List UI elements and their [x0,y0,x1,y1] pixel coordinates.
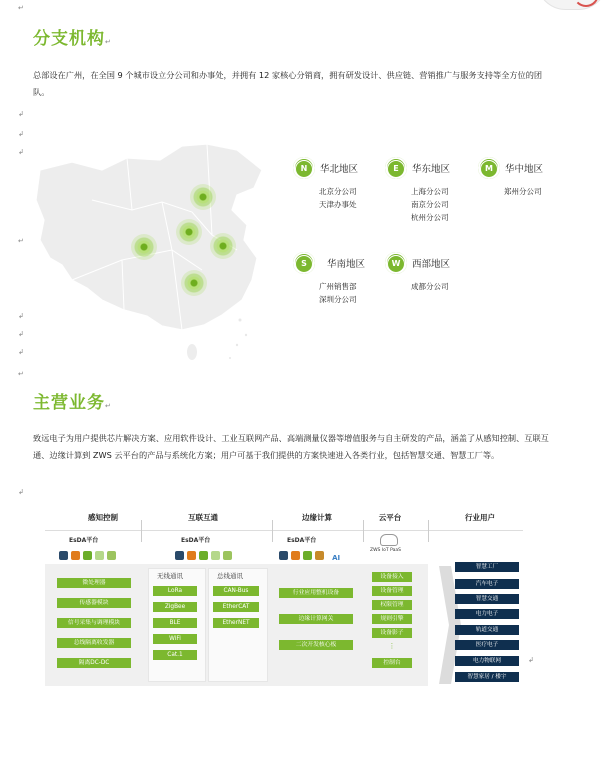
platform-label: ZWS IoT PaaS [370,548,401,553]
region-south-icon: S [293,252,315,274]
paragraph-mark: ↲ [18,110,24,118]
divider [272,520,273,542]
product-box: CAN-Bus [213,586,259,596]
map-marker-north [190,184,216,210]
business-paragraph: 致远电子为用户提供芯片解决方案、应用软件设计、工业互联网产品、高端测量仪器等增值服务与自主研发的产品，涵盖了从感知控制、互联互通、边缘计算到 ZWS 云平台的产品与系统化方案；用户可基于我们提供的方案快速进入各类行业，包括智慧交通、智慧工厂等。 [33,433,549,460]
industry-box: 汽车电子 [455,579,519,589]
branches-paragraph: 总部设在广州，在全国 9 个城市设立分公司和办事处，并拥有 12 家核心分销商，拥有研发设计、供应链、营销推广与服务支持等全方位的团队。 [33,70,543,97]
platform-logos [279,545,341,562]
industry-box: 医疗电子 [455,640,519,650]
product-box: 隔离DC-DC [57,658,131,668]
map-marker-east-coast [210,233,236,259]
paragraph-mark: ↲ [18,312,24,320]
paragraph-mark: ↲ [18,130,24,138]
column-header: 云平台 [378,513,402,522]
product-box: EtherNET [213,618,259,628]
divider [363,520,364,542]
industry-box: 电力电子 [455,609,519,619]
region-west-icon: W [385,252,407,274]
region-north-icon: N [293,157,315,179]
group-title: 无线通讯 [157,572,183,580]
product-box: 设备影子 [372,628,412,638]
industry-box: 智慧工厂 [455,562,519,572]
office-item: 北京分公司 [319,187,357,196]
paragraph-mark: ↵ [18,370,24,378]
platform-logos [175,545,235,557]
product-box: BLE [153,618,197,628]
ai-label: AI [332,554,341,562]
paragraph-mark: ↲ [18,330,24,338]
corner-decoration [536,0,602,10]
group-title: 总线通讯 [217,572,243,580]
product-box: 设备管理 [372,586,412,596]
section-title-branches: 分支机构↵ [33,29,112,49]
industry-box: 轨道交通 [455,625,519,635]
product-box: 二次开发核心板 [279,640,353,650]
region-east-icon: E [385,157,407,179]
product-box: 控制台 [372,658,412,668]
office-item: 成都分公司 [411,282,449,291]
cloud-icon [380,534,398,546]
paragraph-mark: ↲ [528,656,534,664]
platform-label: EsDA平台 [181,537,211,544]
product-box: 微处理器 [57,578,131,588]
paragraph-mark: ↲ [18,148,24,156]
industry-box: 智慧家居 / 楼宇 [455,672,519,682]
product-box: 规则引擎 [372,614,412,624]
platform-label: EsDA平台 [287,537,317,544]
product-panel [45,564,428,686]
paragraph-mark: ↲ [18,348,24,356]
platform-label: EsDA平台 [69,537,99,544]
product-box: WiFi [153,634,197,644]
paragraph-mark: ↲ [18,488,24,496]
office-item: 天津办事处 [319,200,357,209]
product-box: 传感器模块 [57,598,131,608]
product-box: 权限管理 [372,600,412,610]
map-marker-west [131,234,157,260]
divider [141,520,142,542]
office-item: 杭州分公司 [411,213,449,222]
business-diagram [45,512,523,688]
product-box: 信号采集与调理模块 [57,618,131,628]
platform-logos [59,545,119,557]
product-box: EtherCAT [213,602,259,612]
product-box: Cat.1 [153,650,197,660]
office-item: 广州销售部 [319,282,357,291]
product-box: ZigBee [153,602,197,612]
office-item: 南京分公司 [411,200,449,209]
product-box: 边缘计算网关 [279,614,353,624]
industry-box: 智慧交通 [455,594,519,604]
product-box: 行业应用整机设备 [279,588,353,598]
ellipsis: ⋮ [388,642,396,650]
office-item: 郑州分公司 [504,187,542,196]
divider [45,530,523,531]
product-box: LoRa [153,586,197,596]
product-box: 设备接入 [372,572,412,582]
map-marker-south [181,270,207,296]
map-marker-east [176,219,202,245]
column-header: 行业用户 [465,513,495,522]
region-central-icon: M [478,157,500,179]
divider [428,520,429,542]
china-map [32,140,282,370]
paragraph-mark: ↵ [18,237,24,245]
column-header: 感知控制 [88,513,118,522]
product-box: 总线隔离收发器 [57,638,131,648]
office-item: 深圳分公司 [319,295,357,304]
section-title-business: 主营业务↵ [33,393,112,413]
office-item: 上海分公司 [411,187,449,196]
industry-box: 电力物联网 [455,656,519,666]
column-header: 互联互通 [188,513,218,522]
paragraph-mark: ↵ [18,4,24,12]
column-header: 边缘计算 [302,513,332,522]
